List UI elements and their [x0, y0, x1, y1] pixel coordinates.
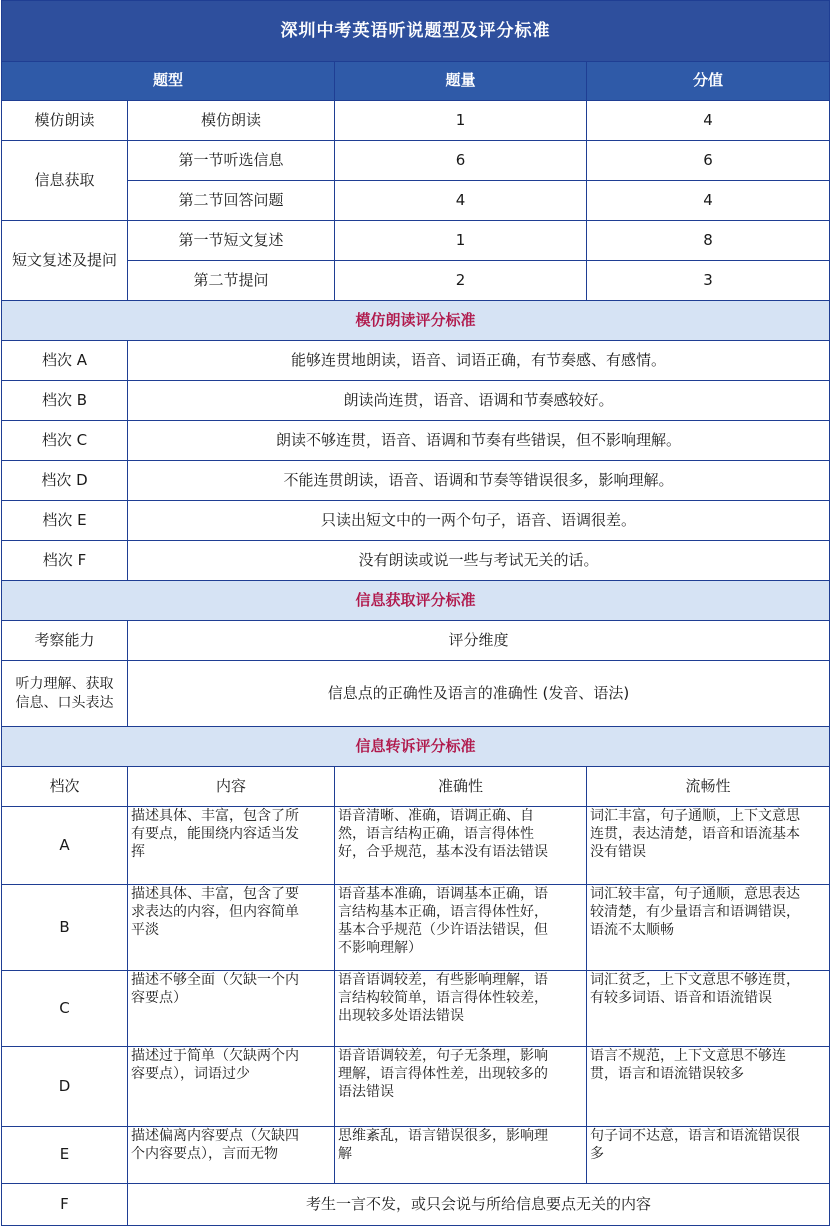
table-row [128, 141, 831, 181]
header-grade: 档次 [2, 767, 128, 807]
content-cell [128, 885, 335, 971]
accuracy-cell [335, 971, 587, 1047]
accuracy-line: 语音基本准确，语调基本正确，语 [338, 886, 548, 902]
retell-table [2, 807, 829, 1184]
header-fluency: 流畅性 [587, 767, 829, 807]
category-cell: 短文复述及提问 [2, 221, 128, 301]
ability-line: 信息、口头表达 [15, 694, 114, 711]
reading-table [2, 341, 829, 581]
content-line: 描述过于简单（欠缺两个内 [131, 1048, 299, 1064]
subtype-cell: 第一节短文复述 [128, 221, 335, 261]
content-line: 求表达的内容，但内容简单 [131, 904, 299, 920]
fluency-cell [587, 1127, 829, 1184]
content-cell [128, 1127, 335, 1184]
accuracy-line: 然，语言结构正确，语言得体性 [338, 826, 534, 842]
description-cell: 朗读不够连贯，语音、语调和节奏有些错误，但不影响理解。 [128, 421, 829, 461]
dimension-header: 评分维度 [128, 621, 829, 661]
grade-cell: 档次 A [2, 341, 128, 381]
fluency-line: 词汇丰富，句子通顺，上下文意思 [590, 808, 800, 824]
table-row [2, 1127, 829, 1184]
grade-cell: 档次 B [2, 381, 128, 421]
section-title-info: 信息获取评分标准 [2, 581, 829, 621]
table-row [2, 971, 829, 1047]
accuracy-line: 出现较多处语法错误 [338, 1008, 464, 1024]
scoring-table [1, 0, 830, 1226]
ability-cell [2, 661, 128, 727]
table-row [2, 461, 829, 501]
grade-cell: 档次 D [2, 461, 128, 501]
accuracy-line: 语法错误 [338, 1084, 394, 1100]
table-row [2, 381, 829, 421]
table-row [128, 181, 831, 221]
accuracy-cell [335, 807, 587, 885]
subtype-cell: 第二节回答问题 [128, 181, 335, 221]
fluency-line: 词汇贫乏，上下文意思不够连贯， [590, 972, 800, 988]
fluency-line: 较清楚，有少量语言和语调错误， [590, 904, 800, 920]
accuracy-line: 言结构基本正确，语言得体性好， [338, 904, 548, 920]
content-cell [128, 807, 335, 885]
accuracy-line: 好，合乎规范，基本没有语法错误 [338, 844, 548, 860]
score-cell: 4 [587, 181, 829, 221]
content-line: 描述具体、丰富，包含了要 [131, 886, 299, 902]
accuracy-line: 语音语调较差，有些影响理解，语 [338, 972, 548, 988]
score-cell: 8 [587, 221, 829, 261]
table-row [128, 261, 831, 301]
content-line: 描述偏离内容要点（欠缺四 [131, 1128, 299, 1144]
grade-cell: C [2, 971, 128, 1047]
category-cell: 模仿朗读 [2, 101, 128, 141]
header-count: 题量 [335, 62, 587, 101]
grade-cell: F [2, 1184, 128, 1225]
description-cell: 没有朗读或说一些与考试无关的话。 [128, 541, 829, 581]
section-title-retell: 信息转诉评分标准 [2, 727, 829, 767]
content-line: 有要点，能围绕内容适当发 [131, 826, 299, 842]
category-cell: 信息获取 [2, 141, 128, 221]
table-row [2, 661, 829, 727]
content-line: 个内容要点），言而无物 [131, 1146, 278, 1162]
description-cell: 考生一言不发，或只会说与所给信息要点无关的内容 [305, 1194, 651, 1213]
fluency-cell [587, 971, 829, 1047]
accuracy-line: 基本合乎规范（少许语法错误，但 [338, 922, 548, 938]
fluency-line: 语言不规范，上下文意思不够连 [590, 1048, 786, 1064]
fluency-line: 句子词不达意，语言和语流错误很 [590, 1128, 800, 1144]
fluency-line: 有较多词语、语音和语流错误 [590, 990, 772, 1006]
score-cell: 4 [587, 101, 829, 141]
grade-cell: A [2, 807, 128, 885]
header-content: 内容 [128, 767, 335, 807]
grade-cell: E [2, 1127, 128, 1184]
content-line: 容要点），词语过少 [131, 1066, 250, 1082]
accuracy-line: 语音清晰、准确，语调正确、自 [338, 808, 534, 824]
description-cell: 只读出短文中的一两个句子，语音、语调很差。 [128, 501, 829, 541]
fluency-cell [587, 807, 829, 885]
fluency-line: 多 [590, 1146, 604, 1162]
content-line: 描述具体、丰富，包含了所 [131, 808, 299, 824]
subtype-cell: 第二节提问 [128, 261, 335, 301]
accuracy-cell [335, 1047, 587, 1127]
grade-cell: D [2, 1047, 128, 1127]
ability-header: 考察能力 [2, 621, 128, 661]
description-cell: 不能连贯朗读，语音、语调和节奏等错误很多，影响理解。 [128, 461, 829, 501]
fluency-line: 连贯，表达清楚，语音和语流基本 [590, 826, 800, 842]
count-cell: 1 [335, 221, 587, 261]
description-cell: 朗读尚连贯，语音、语调和节奏感较好。 [128, 381, 829, 421]
header-accuracy: 准确性 [335, 767, 587, 807]
overview-table [2, 101, 829, 301]
dimension-cell: 信息点的正确性及语言的准确性 (发音、语法) [128, 661, 829, 727]
table-row [2, 885, 829, 971]
fluency-line: 语流不太顺畅 [590, 922, 674, 938]
table-row [2, 341, 829, 381]
count-cell: 6 [335, 141, 587, 181]
subtype-cell: 模仿朗读 [128, 101, 335, 141]
grade-cell: 档次 F [2, 541, 128, 581]
description-cell: 能够连贯地朗读，语音、词语正确，有节奏感、有感情。 [128, 341, 829, 381]
content-line: 平淡 [131, 922, 159, 938]
table-row [128, 101, 831, 141]
fluency-cell [587, 1047, 829, 1127]
accuracy-line: 语音语调较差，句子无条理，影响 [338, 1048, 548, 1064]
content-line: 容要点） [131, 990, 187, 1006]
section-title-reading: 模仿朗读评分标准 [2, 301, 829, 341]
header-type: 题型 [2, 62, 335, 101]
count-cell: 4 [335, 181, 587, 221]
content-line: 挥 [131, 844, 145, 860]
accuracy-line: 理解，语言得体性差，出现较多的 [338, 1066, 548, 1082]
table-row [2, 421, 829, 461]
header-score: 分值 [587, 62, 829, 101]
fluency-line: 贯，语言和语流错误较多 [590, 1066, 744, 1082]
content-cell [128, 971, 335, 1047]
count-cell: 1 [335, 101, 587, 141]
accuracy-line: 不影响理解） [338, 940, 422, 956]
ability-line: 听力理解、获取 [15, 676, 114, 693]
fluency-line: 词汇较丰富，句子通顺，意思表达 [590, 886, 800, 902]
table-row [2, 1184, 829, 1225]
count-cell: 2 [335, 261, 587, 301]
table-row [128, 221, 831, 261]
accuracy-cell [335, 885, 587, 971]
score-cell: 6 [587, 141, 829, 181]
content-line: 描述不够全面（欠缺一个内 [131, 972, 299, 988]
table-row [2, 807, 829, 885]
table-row [2, 541, 829, 581]
subtype-cell: 第一节听选信息 [128, 141, 335, 181]
content-cell [128, 1047, 335, 1127]
page-title: 深圳中考英语听说题型及评分标准 [2, 1, 829, 62]
accuracy-line: 言结构较简单，语言得体性较差， [338, 990, 548, 1006]
fluency-line: 没有错误 [590, 844, 646, 860]
grade-cell: 档次 E [2, 501, 128, 541]
grade-cell: B [2, 885, 128, 971]
grade-cell: 档次 C [2, 421, 128, 461]
accuracy-line: 思维紊乱，语言错误很多，影响理 [338, 1128, 548, 1144]
table-row [2, 1047, 829, 1127]
fluency-cell [587, 885, 829, 971]
score-cell: 3 [587, 261, 829, 301]
table-row [2, 621, 829, 661]
retell-header-row [2, 767, 829, 807]
accuracy-cell [335, 1127, 587, 1184]
table-row [2, 501, 829, 541]
accuracy-line: 解 [338, 1146, 352, 1162]
